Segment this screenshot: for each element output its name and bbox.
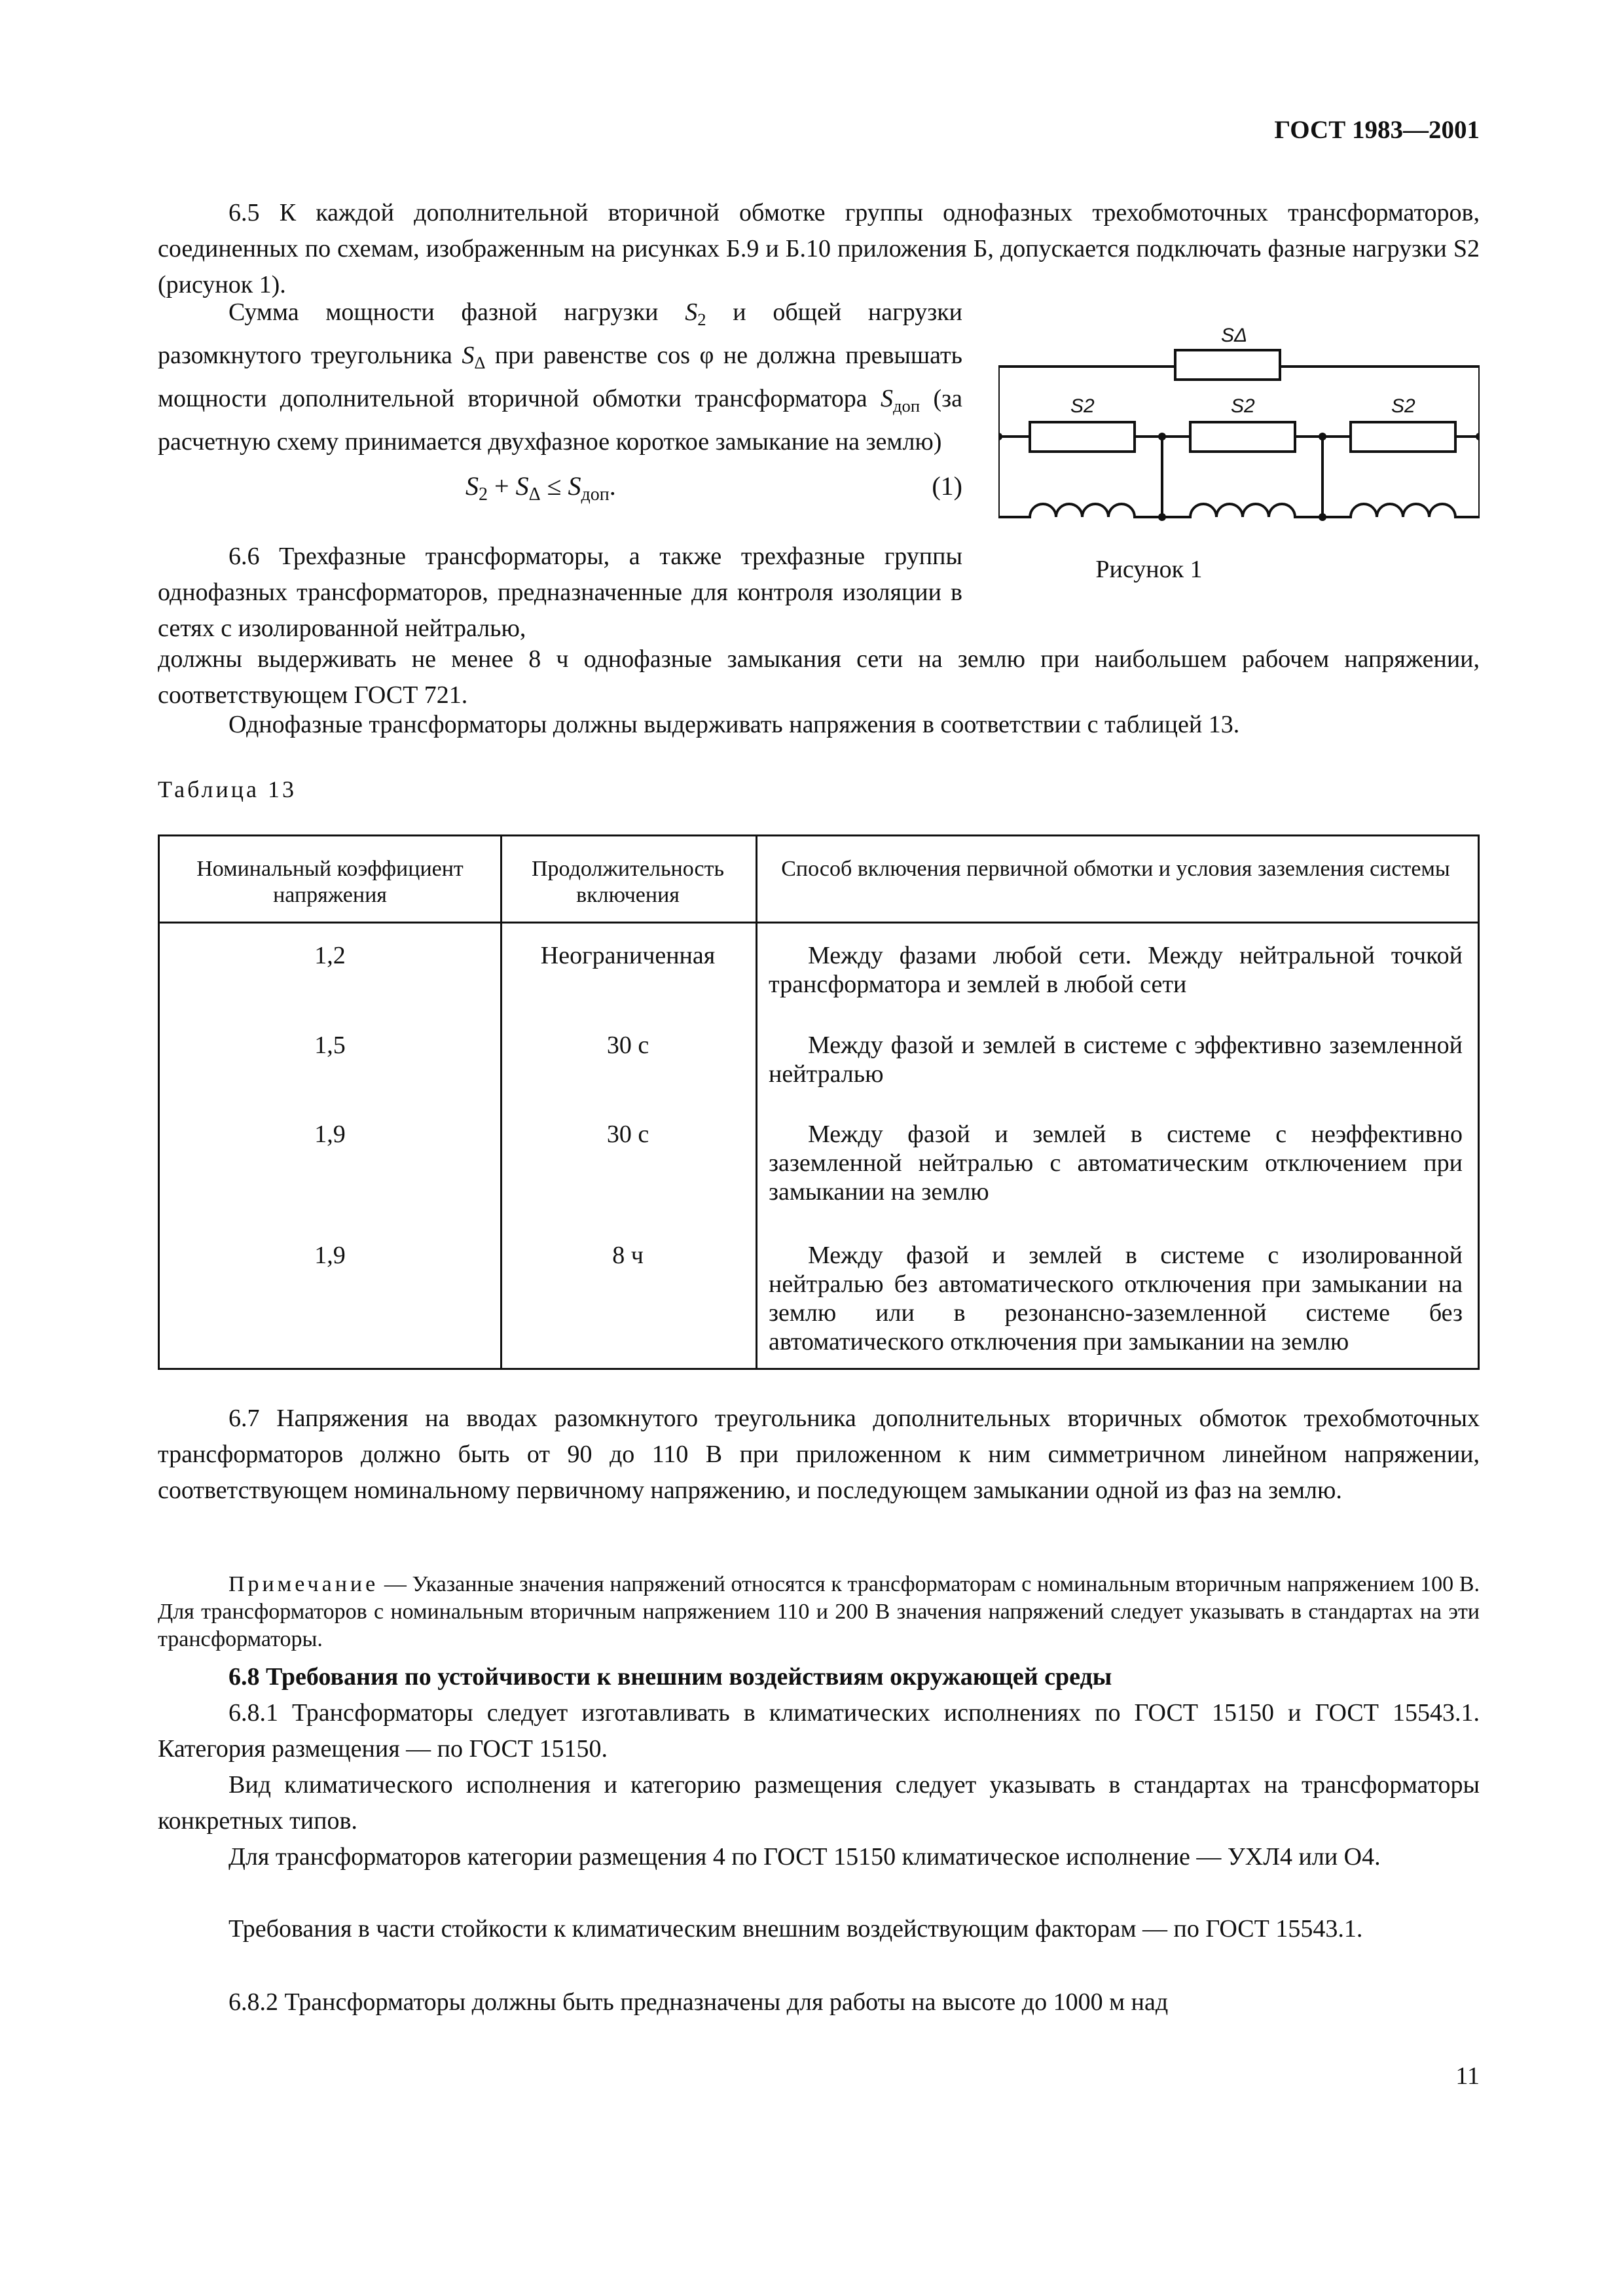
symbol-letter: S (881, 385, 894, 412)
resistor-s2-left (1030, 422, 1135, 452)
symbol-subscript: 2 (697, 310, 706, 329)
table-cell: Между фазой и землей в системе с неэффективно заземленной нейтралью с автоматическим отключением при замыкании на землю (769, 1121, 1463, 1206)
note-label: Примечание (228, 1572, 379, 1596)
table-header-cell: Продолжительность включения (532, 857, 724, 907)
section-heading-6-8: 6.8 Требования по устойчивости к внешним воздействиям окружающей среды (228, 1663, 1112, 1691)
table-header-divider (160, 922, 1478, 924)
symbol-subscript: Δ (474, 353, 486, 372)
table-divider (500, 836, 502, 1368)
junction-dot (1158, 513, 1166, 521)
table-cell: 30 с (606, 1121, 649, 1148)
winding-coil-left (998, 481, 1162, 517)
table-cell: 1,5 (314, 1031, 346, 1059)
symbol-s2 (685, 298, 706, 329)
formula-expression (465, 468, 616, 512)
winding-coil-right (1322, 481, 1480, 517)
note-text: — Указанные значения напряжений относятся к трансформаторам с номинальным вторичным напряжением 100 В. Для трансформаторов с номинальным вторичным напряжением 110 и 200 В значения напряжений следует указывать в стандартах на эти трансформаторы. (158, 1572, 1480, 1651)
junction-dot (998, 433, 1002, 440)
wire-top-right (1280, 367, 1480, 481)
text-span: (за расчетную схему принимается двухфазное короткое замыкание на землю) (158, 385, 962, 456)
paragraph-single-phase: Однофазные трансформаторы должны выдерживать напряжения в соответствии с таблицей 13. (228, 711, 1240, 738)
figure-caption: Рисунок 1 (1095, 556, 1203, 583)
label-s2-right: S2 (1391, 395, 1415, 417)
figure-1-circuit-diagram (998, 321, 1480, 530)
table-cell: 1,2 (314, 942, 346, 969)
label-s2-middle: S2 (1231, 395, 1255, 417)
table-cell: 30 с (606, 1031, 649, 1059)
winding-coil-middle (1162, 504, 1322, 517)
paragraph-6-6: 6.6 Трехфазные трансформаторы, а также трехфазные группы однофазных трансформаторов, предназначенные для контроля изоляции в сетях с изолированной нейтралью, (158, 543, 962, 642)
table-13 (158, 834, 1480, 1370)
formula-subscript: 2 (479, 484, 488, 505)
formula-subscript: Δ (528, 484, 541, 505)
symbol-letter: S (685, 298, 698, 326)
paragraph-requirements: Требования в части стойкости к климатическим внешним воздействующим факторам — по ГОСТ 15543.1. (228, 1915, 1363, 1943)
paragraph-climate-version: Вид климатического исполнения и категорию размещения следует указывать в стандартах на трансформаторы конкретных типов. (158, 1771, 1480, 1835)
wire-top-left (998, 367, 1175, 481)
formula-number: (1) (932, 471, 962, 501)
paragraph-power-sum (158, 295, 962, 460)
paragraph-6-8-2: 6.8.2 Трансформаторы должны быть предназначены для работы на высоте до 1000 м над (228, 1988, 1169, 2016)
resistor-s-delta (1175, 350, 1280, 380)
resistor-s2-middle (1190, 422, 1295, 452)
table-cell: 1,9 (314, 1121, 346, 1148)
symbol-s-dop (881, 385, 921, 416)
paragraph-6-5: 6.5 К каждой дополнительной вторичной обмотке группы однофазных трехобмоточных трансформаторов, соединенных по схемам, изображенным на рисунках Б.9 и Б.10 приложения Б, допускается подключать фазные нагрузки S2 (рисунок 1). (158, 199, 1480, 298)
table-cell: 8 ч (612, 1242, 644, 1269)
label-s2-left: S2 (1070, 395, 1095, 417)
table-cell: Между фазой и землей в системе с эффективно заземленной нейтралью (769, 1031, 1463, 1088)
table-cell: 1,9 (314, 1242, 346, 1269)
paragraph-6-8-1: 6.8.1 Трансформаторы следует изготавливать в климатических исполнениях по ГОСТ 15150 и ГОСТ 15543.1. Категория размещения — по ГОСТ 15150. (158, 1699, 1480, 1763)
formula-period: . (609, 471, 616, 501)
document-header: ГОСТ 1983—2001 (1274, 116, 1480, 144)
note (158, 1571, 1480, 1653)
formula-subscript: доп (581, 484, 610, 505)
paragraph-6-6-continued: должны выдерживать не менее 8 ч однофазные замыкания сети на землю при наибольшем рабочем напряжении, соответствующем ГОСТ 721. (158, 645, 1480, 709)
table-cell: Неограниченная (540, 942, 716, 969)
symbol-subscript: доп (893, 396, 921, 416)
formula-term: S (515, 471, 529, 501)
table-cell: Между фазами любой сети. Между нейтральной точкой трансформатора и землей в любой сети (769, 942, 1463, 998)
resistor-s2-right (1351, 422, 1455, 452)
symbol-letter: S (462, 342, 475, 369)
table-cell: Между фазой и землей в системе с изолированной нейтралью без автоматического отключения при замыкании на землю или в резонансно-заземленной системе без автоматического отключения при замыкании на землю (769, 1242, 1463, 1355)
text-span: Сумма мощности фазной нагрузки (228, 298, 685, 326)
junction-dot (1476, 433, 1480, 440)
formula-operator: + (488, 471, 516, 501)
table-divider (756, 836, 757, 1368)
formula-term: S (465, 471, 479, 501)
table-header-cell: Номинальный коэффициент напряжения (196, 857, 464, 907)
text-span: при равенстве cos φ не должна превышать мощности дополнительной вторичной обмотки трансформатора (158, 342, 962, 412)
junction-dot (1319, 433, 1326, 440)
text-span: и общей нагрузки разомкнутого треугольника (158, 298, 963, 369)
label-s-delta: SΔ (1221, 325, 1248, 346)
page-number: 11 (1455, 2062, 1480, 2090)
table-header-cell: Способ включения первичной обмотки и условия заземления системы (781, 857, 1450, 881)
paragraph-6-7: 6.7 Напряжения на вводах разомкнутого треугольника дополнительных вторичных обмоток трехобмоточных трансформаторов должно быть от 90 до 110 В при приложенном к ним симметричном линейном напряжении, соответствующем номинальному первичному напряжению, и последующем замыкании одной из фаз на землю. (158, 1405, 1480, 1504)
formula-term: S (568, 471, 581, 501)
symbol-s-delta (462, 342, 486, 372)
table-caption: Таблица 13 (158, 776, 297, 802)
junction-dot (1319, 513, 1326, 521)
paragraph-category-4: Для трансформаторов категории размещения 4 по ГОСТ 15150 климатическое исполнение — УХЛ4 или О4. (228, 1843, 1381, 1871)
junction-dot (1158, 433, 1166, 440)
formula-1 (158, 468, 962, 504)
formula-operator: ≤ (540, 471, 568, 501)
